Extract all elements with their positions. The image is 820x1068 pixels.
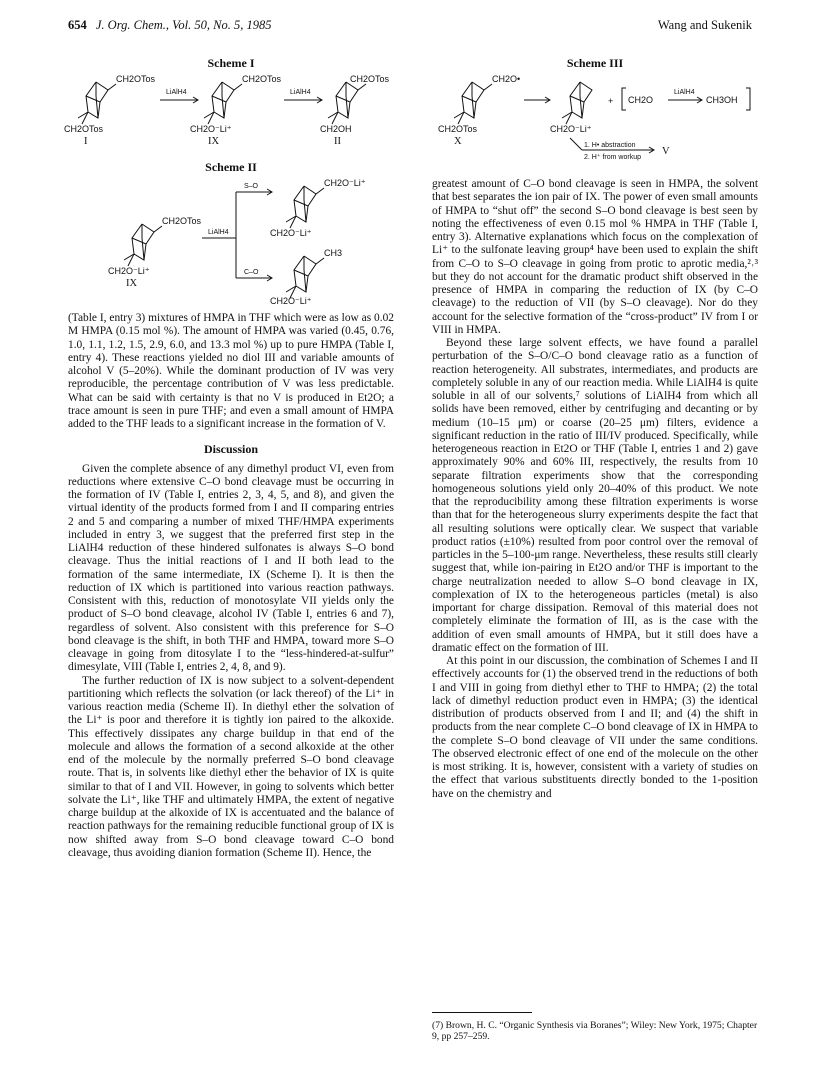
compound-II-top: CH2OTos [350,74,390,84]
scheme-2-product-2-bottom: CH2O⁻Li⁺ [270,296,312,306]
left-column [68,312,394,860]
compound-II-label: II [334,136,341,147]
compound-X-bottom: CH2OTos [438,124,478,134]
scheme-2-start-top: CH2OTos [162,216,202,226]
page-number: 654 [68,18,87,32]
compound-IX-bottom: CH2O⁻Li⁺ [190,124,232,134]
scheme-2-product-1-top: CH2O⁻Li⁺ [324,178,366,188]
bracket-reagent: LiAlH4 [674,89,695,96]
scheme-3-product: V [662,146,670,157]
scheme-1-reagent-2: LiAlH4 [290,89,311,96]
scheme-3-plus: + [608,96,614,106]
branch-so-label: S–O [244,183,259,190]
scheme-2-title: Scheme II [205,160,257,174]
scheme-2-product-1-structure [286,186,324,228]
footnote-rule [432,1012,532,1013]
scheme-3-title: Scheme III [566,56,624,70]
compound-X-top: CH2O• [492,74,521,84]
scheme-2-product-1-bottom: CH2O⁻Li⁺ [270,228,312,238]
compound-X-structure [454,82,492,124]
right-paragraph-2: Beyond these large solvent effects, we have found a parallel perturbation of the S–O/C–O bond cleavage ratio as a function of reaction heterogeneity. All substrates, intermediates, and products are completely soluble in any of our reaction media. While LiAlH4 is quite soluble in all of our solvents,⁷ solutions of LiAlH4 from which all solids have been removed, either by centrifuging and decanting or by medium (10–15 μm) or coarse (20–25 μm) filters, evidence a significant reduction in the ratio of III/IV produced. Specifically, while heterogeneous reaction in Et2O or THF (Table I, entries 1 and 2) gave approximately 90% and 60% III, respectively, the results from 10 separate filtration experiments show that the corresponding homogeneous solutions yield only 20–40% of this product. We note that the reproducibility among these filtration experiments is worse than that for the heterogeneous slurry experiments despite the fact that all resulting solutions were optically clear. We suspect that variable product ratios (±10%) resulted from poor control over the removal of particles in the 5–100-μm range. Nevertheless, these results still clearly suggest that, while ion-pairing in Et2O and/or THF is important to the charge neutralization needed to allow S–O bond cleavage in IX, complexation of IX to the heterogeneous particles (metal) is also important for charge dissipation. Removal of this material does not completely eliminate the formation of III, as is the case with the addition of even small amounts of HMPA, but it still does have a dramatic effect on the formation of III. [432,337,758,654]
scheme-3-bracket-right [746,88,750,110]
branch-co-label: C–O [244,269,259,276]
scheme-3-step-2: 2. H⁺ from workup [584,154,641,161]
scheme-3-intermediate-bottom: CH2O⁻Li⁺ [550,124,592,134]
scheme-2-reagent: LiAlH4 [208,229,229,236]
scheme-1-reagent-1: LiAlH4 [166,89,187,96]
compound-I-label: I [84,136,88,147]
compound-II-bottom: CH2OH [320,124,352,134]
compound-IX-structure [204,82,242,124]
scheme-3-step-1: 1. H• abstraction [584,142,636,149]
scheme-1-diagram [64,70,394,147]
left-paragraph-1: (Table I, entry 3) mixtures of HMPA in THF which were as low as 0.02 M HMPA (0.15 mol %). The amount of HMPA was varied (0.45, 0.76, 1.0, 1.1, 1.2, 1.5, 2.9, 6.0, and 13.3 mol %) up to pure HMPA (Table I, entry 4). These reactions yielded no diol III and variable amounts of alcohol V (5–20%). While the dominant production of IV was very reproducible, the percentage contribution of V was less predictable. What can be said with certainty is that no V is produced in Et2O; a trace amount is seen in pure THF; and even a small amount of HMPA added to the THF leads to a significant increase in the formation of V. [68,312,394,430]
right-paragraph-3: At this point in our discussion, the combination of Schemes I and II effectively accounts for (1) the observed trend in the reductions of both I and VIII in going from diethyl ether to THF to HMPA; (2) the total lack of dimethyl reduction product even in HMPA; (3) the identical distribution of products observed from I and II; and (4) the shift in products from the near complete C–O bond cleavage of IX in HMPA to the complete S–O bond cleavage of VII under the same conditions. The observed electronic effect of one end of the molecule on the other is most striking. It is, however, consistent with a variety of studies on the effect that various substituents directly bonded to the 1-position have on the chemistry and [432,655,758,800]
right-column [432,178,758,801]
scheme-3-down-arrow [570,138,582,150]
running-head [68,18,752,36]
scheme-2-start-label: IX [126,278,138,289]
bracket-left-species: CH2O [628,95,654,105]
compound-X-label: X [454,136,462,147]
footnote-7: (7) Brown, H. C. “Organic Synthesis via Boranes”; Wiley: New York, 1975; Chapter 9, pp 257–259. [432,1020,758,1042]
scheme-2-start-bottom: CH2O⁻Li⁺ [108,266,150,276]
right-paragraph-1: greatest amount of C–O bond cleavage is seen in HMPA, the solvent that best separates the ion pair of IX. The power of even small amounts of HMPA to “shut off” the second S–O bond cleavage is best seen by noting the effectiveness of even 0.15 mol % HMPA in THF (Table I, entry 3). Alternative explanations which focus on the complexation of Li⁺ to the sulfonate leaving group⁴ have been used to explain the shift from C–O to S–O cleavage in going from protic to aprotic media,²˒³ but they do not account for the dramatic product shift observed in the presence of HMPA in comparing the reduction of IX (by C–O cleavage) to the reduction of VII (by S–O cleavage). Nor do they account for the selective formation of the “cross-product” IV from I or VIII in HMPA. [432,178,758,336]
journal-citation: J. Org. Chem., Vol. 50, No. 5, 1985 [95,18,272,32]
discussion-heading: Discussion [203,442,259,457]
bracket-right-species: CH3OH [706,95,738,105]
compound-I-top: CH2OTos [116,74,156,84]
compound-I-structure [78,82,116,124]
compound-IX-top: CH2OTos [242,74,282,84]
scheme-3-bracket-left [622,88,626,110]
running-authors: Wang and Sukenik [657,18,752,32]
left-paragraph-2: Given the complete absence of any dimethyl product VI, even from reductions where extensive C–O bond cleavage must be occurring in the formation of IV (Table I, entries 2, 3, 4, 5, and 8), and given the virtual identity of the products formed from I and II comparing entries 2 and 5 and comparing a number of mixed THF/HMPA experiments included in entry 3, we suggest that the preferred first step in the LiAlH4 reduction of these hindered sulfonates is always S–O bond cleavage. Thus the initial reactions of I and II both lead to the formation of the same intermediate, IX (Scheme I). It is then the reduction of IX which is partitioned into various reaction pathways. Consistent with this, reduction of monotosylate VII yields only the product of S–O bond cleavage, alcohol IV (Table I, entries 6 and 7), regardless of solvent. Also consistent with this preference for S–O bond cleavage is the shift, in both THF and HMPA, toward more S–O cleavage in going from ditosylate I to the “less-hindered-at-sulfur” dimesylate, VIII (Table I, entries 2, 4, 8, and 9). [68,462,394,674]
scheme-3-diagram [432,70,758,170]
compound-I-bottom: CH2OTos [64,124,104,134]
scheme-2-diagram [68,174,394,304]
scheme-2-product-2-structure [286,256,324,298]
scheme-3-intermediate-structure [562,82,592,124]
scheme-1-title: Scheme I [207,56,255,70]
left-paragraph-3: The further reduction of IX is now subject to a solvent-dependent partitioning which reflects the solvation (or lack thereof) of the Li⁺ in various reaction media (Scheme II). In diethyl ether the solvation of the Li⁺ is poor and therefore it is tightly ion paired to the alkoxide. This effectively dissipates any charge buildup in that end of the molecule and allows the formation of a second alkoxide at the other end of the molecule by the normally preferred S–O bond cleavage route. That is, in solvents like diethyl ether the behavior of IX is quite similar to that of I and VII. However, in going to solvents which better solvate the Li⁺, like THF and ultimately HMPA, the extent of negative charge buildup at the alkoxide of IX is accentuated and the balance of reaction pathways for the remaining reducible functional group of IX is now shifted away from S–O bond cleavage toward C–O bond cleavage, thus avoiding dianion formation (Scheme II). Hence, the [68,674,394,859]
scheme-2-start-structure [124,224,162,266]
compound-II-structure [328,82,366,124]
compound-IX-label: IX [208,136,220,147]
scheme-2-product-2-top: CH3 [324,248,343,258]
